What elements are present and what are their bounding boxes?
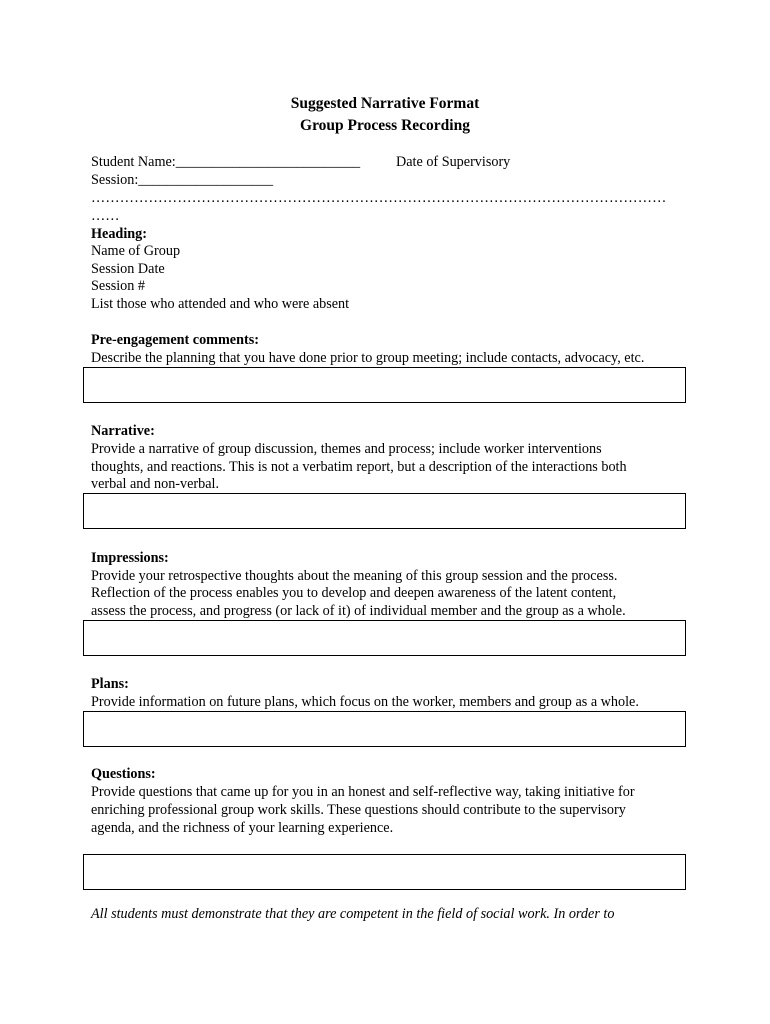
questions-text: enriching professional group work skills. These questions should contribute to the supervisory (91, 802, 626, 818)
impressions-text: Provide your retrospective thoughts about the meaning of this group session and the process. (91, 568, 618, 584)
heading-section-label: Heading: (91, 226, 147, 242)
plans-input-box[interactable] (83, 711, 686, 747)
questions-label: Questions: (91, 766, 156, 782)
pre-engagement-input-box[interactable] (83, 367, 686, 403)
pre-engagement-text: Describe the planning that you have done prior to group meeting; include contacts, advocacy, etc. (91, 350, 645, 366)
dotted-separator: ………………………………………………………………………………………………………… (91, 190, 667, 206)
narrative-input-box[interactable] (83, 493, 686, 529)
narrative-text: Provide a narrative of group discussion, themes and process; include worker interventions (91, 441, 602, 457)
impressions-input-box[interactable] (83, 620, 686, 656)
narrative-label: Narrative: (91, 423, 155, 439)
dotted-separator-tail: …… (91, 208, 120, 224)
plans-label: Plans: (91, 676, 129, 692)
heading-item: List those who attended and who were absent (91, 296, 350, 312)
questions-input-box[interactable] (83, 854, 686, 890)
heading-item: Session # (91, 278, 145, 294)
narrative-text: thoughts, and reactions. This is not a verbatim report, but a description of the interactions both (91, 459, 627, 475)
impressions-text: Reflection of the process enables you to develop and deepen awareness of the latent content, (91, 585, 617, 601)
heading-item: Name of Group (91, 243, 181, 259)
heading-item: Session Date (91, 261, 165, 277)
impressions-text: assess the process, and progress (or lack of it) of individual member and the group as a whole. (91, 603, 626, 619)
questions-text: Provide questions that came up for you in an honest and self-reflective way, taking initiative for (91, 784, 635, 800)
session-label: Session:___________________ (91, 172, 274, 188)
footer-note: All students must demonstrate that they are competent in the field of social work. In order to (91, 906, 615, 922)
document-title-line1: Suggested Narrative Format (290, 95, 480, 112)
pre-engagement-label: Pre-engagement comments: (91, 332, 259, 348)
questions-text: agenda, and the richness of your learning experience. (91, 820, 394, 836)
narrative-text: verbal and non-verbal. (91, 476, 220, 492)
impressions-label: Impressions: (91, 550, 169, 566)
plans-text: Provide information on future plans, which focus on the worker, members and group as a whole. (91, 694, 639, 710)
student-name-label: Student Name:__________________________ (91, 154, 361, 170)
date-of-supervisory-label: Date of Supervisory (396, 154, 511, 170)
document-title-line2: Group Process Recording (300, 117, 470, 134)
